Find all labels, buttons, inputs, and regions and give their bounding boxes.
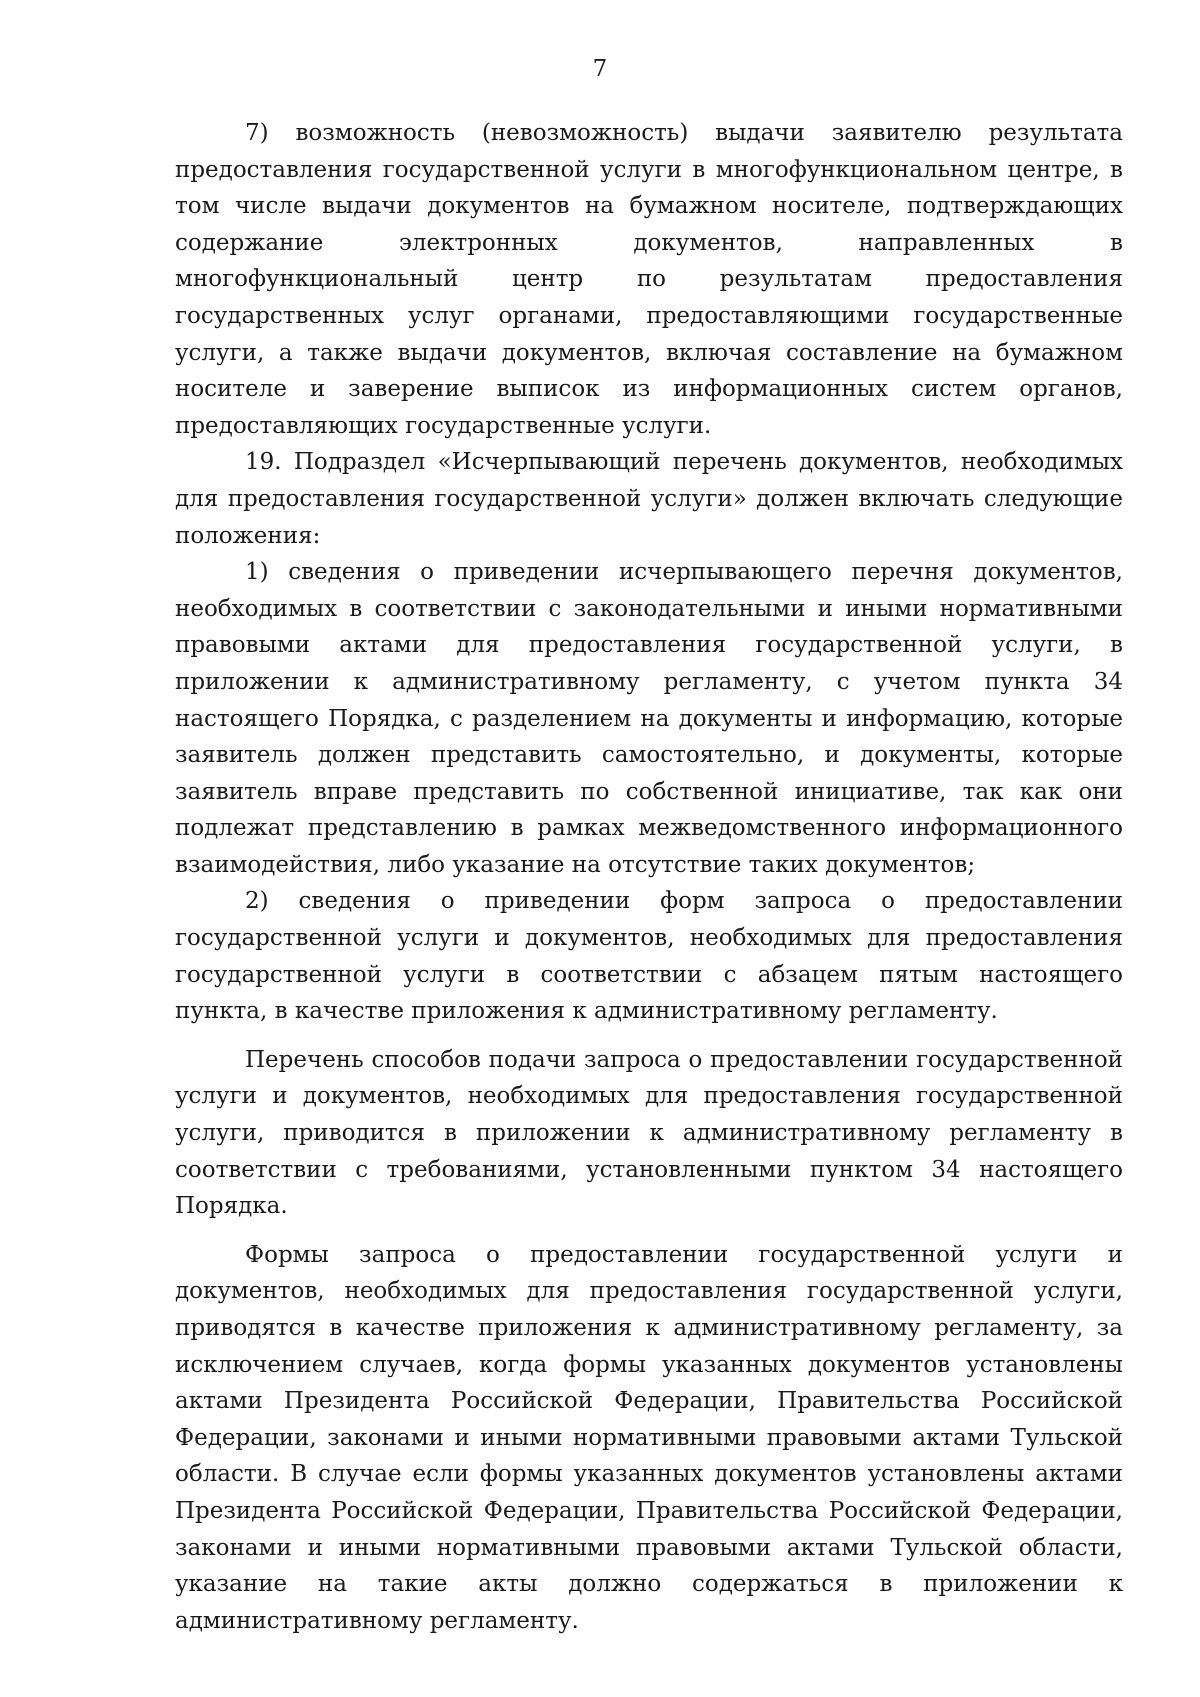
paragraph-submission-methods: Перечень способов подачи запроса о предоставлении государственной услуги и документов, необходимых для предоставления государственной услуги, приводится в приложении к административному регламенту в соответствии с требованиями, установленными пунктом 34 настоящего Порядка. <box>175 1046 1123 1220</box>
page-number: 7 <box>592 56 608 82</box>
paragraph-section-19: 19. Подраздел «Исчерпывающий перечень документов, необходимых для предоставления государственной услуги» должен включать следующие положения: <box>175 449 1123 549</box>
document-text <box>175 115 1123 1639</box>
paragraph-request-forms: Формы запроса о предоставлении государственной услуги и документов, необходимых для предоставления государственной услуги, приводятся в качестве приложения к административному регламенту, за исключением случаев, когда формы указанных документов установлены актами Президента Российской Федерации, Правительства Российской Федерации, законами и иными нормативными правовыми актами Тульской области. В случае если формы указанных документов установлены актами Президента Российской Федерации, Правительства Российской Федерации, законами и иными нормативными правовыми актами Тульской области, указание на такие акты должно содержаться в приложении к административному регламенту. <box>175 1241 1123 1634</box>
paragraph-item-2: 2) сведения о приведении форм запроса о предоставлении государственной услуги и документов, необходимых для предоставления государственной услуги в соответствии с абзацем пятым настоящего пункта, в качестве приложения к административному регламенту. <box>175 888 1123 1025</box>
paragraph-item-7: 7) возможность (невозможность) выдачи заявителю результата предоставления государственной услуги в многофункциональном центре, в том числе выдачи документов на бумажном носителе, подтверждающих содержание электронных документов, направленных в многофункциональный центр по результатам предоставления государственных услуг органами, предоставляющими государственные услуги, а также выдачи документов, включая составление на бумажном носителе и заверение выписок из информационных систем органов, предоставляющих государственные услуги. <box>175 120 1123 439</box>
paragraph-item-1: 1) сведения о приведении исчерпывающего перечня документов, необходимых в соответствии с законодательными и иными нормативными правовыми актами для предоставления государственной услуги, в приложении к административному регламенту, с учетом пункта 34 настоящего Порядка, с разделением на документы и информацию, которые заявитель должен представить самостоятельно, и документы, которые заявитель вправе представить по собственной инициативе, так как они подлежат представлению в рамках межведомственного информационного взаимодействия, либо указание на отсутствие таких документов; <box>175 559 1123 878</box>
